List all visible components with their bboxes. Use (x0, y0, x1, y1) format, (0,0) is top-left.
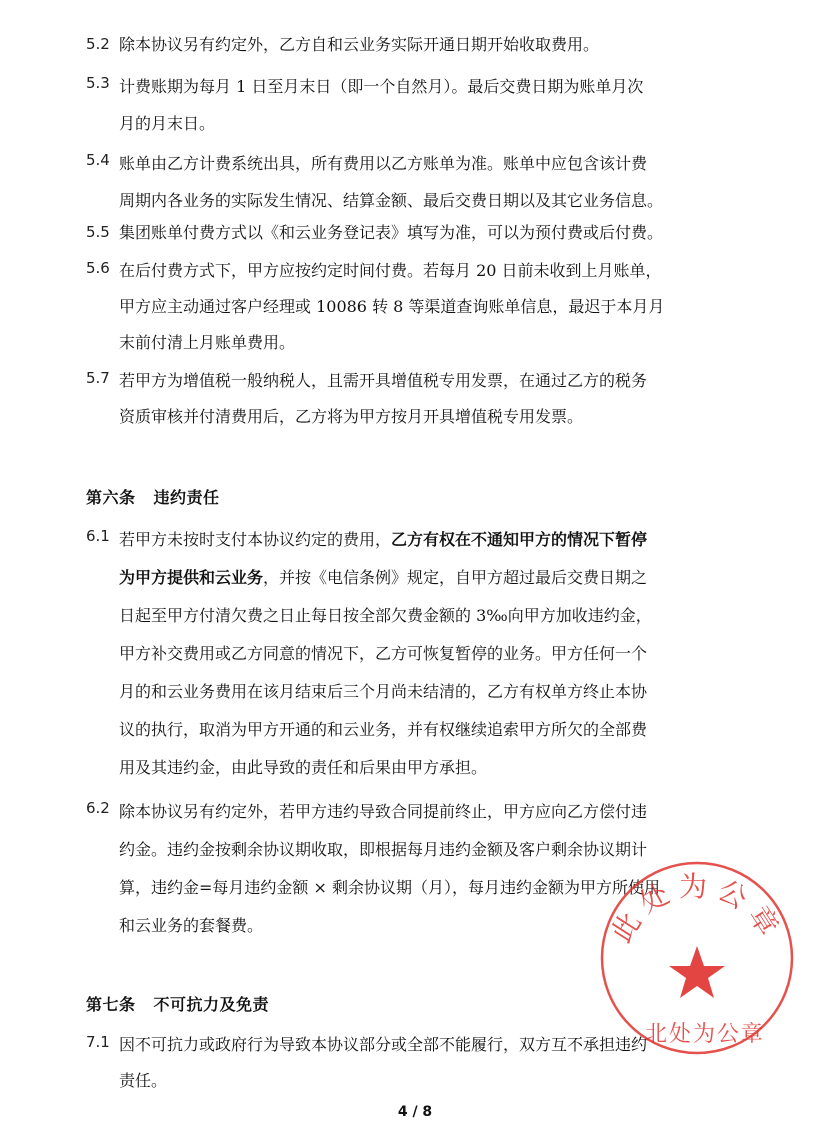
clause-text: 计费账期为每月 1 日至月末日（即一个自然月）。最后交费日期为账单月次 (119, 77, 644, 96)
clause-text: 周期内各业务的实际发生情况、结算金额、最后交费日期以及其它业务信息。 (119, 191, 664, 210)
article-6-heading (86, 485, 220, 508)
article-title: 违约责任 (153, 488, 220, 507)
clause-number: 6.1 (86, 527, 110, 545)
article-number: 第六条 (86, 488, 136, 507)
bold-clause-text: 为甲方提供和云业务 (119, 568, 264, 587)
official-seal (597, 858, 797, 1058)
clause-number: 5.2 (86, 35, 110, 53)
clause-text: 甲方补交费用或乙方同意的情况下，乙方可恢复暂停的业务。甲方任何一个 (119, 644, 648, 663)
clause-number: 7.1 (86, 1033, 110, 1051)
clause-text: 月的和云业务费用在该月结束后三个月尚未结清的，乙方有权单方终止本协 (119, 682, 648, 701)
clause-5-3 (86, 68, 746, 142)
clause-text: 若甲方未按时支付本协议约定的费用， (119, 530, 392, 549)
clause-5-7 (86, 363, 746, 435)
clause-text: 和云业务的套餐费。 (119, 916, 264, 935)
seal-star-icon (669, 946, 725, 998)
clause-text: 月的月末日。 (119, 114, 216, 133)
page-number: 4 / 8 (397, 1104, 433, 1120)
clause-number: 5.3 (86, 74, 110, 92)
clause-text: 约金。违约金按剩余协议期收取，即根据每月违约金额及客户剩余协议期计 (119, 840, 648, 859)
clause-text: 账单由乙方计费系统出具，所有费用以乙方账单为准。账单中应包含该计费 (119, 154, 648, 173)
clause-number: 6.2 (86, 799, 110, 817)
clause-text: 除本协议另有约定外，乙方自和云业务实际开通日期开始收取费用。 (119, 35, 600, 54)
clause-text: 议的执行，取消为甲方开通的和云业务，并有权继续追索甲方所欠的全部费 (119, 720, 648, 739)
clause-text: 在后付费方式下，甲方应按约定时间付费。若每月 20 日前未收到上月账单， (119, 261, 662, 280)
clause-5-6 (86, 253, 746, 361)
clause-5-5 (86, 217, 746, 248)
seal-bottom-text: 北处为公章 (644, 1022, 766, 1047)
clause-text: 甲方应主动通过客户经理或 10086 转 8 等渠道查询账单信息，最迟于本月月 (119, 297, 665, 316)
clause-number: 5.7 (86, 369, 110, 387)
clause-text: ，并按《电信条例》规定，自甲方超过最后交费日期之 (263, 568, 648, 587)
seal-top-text: 此处为公章 (604, 870, 790, 949)
clause-text: 若甲方为增值税一般纳税人，且需开具增值税专用发票，在通过乙方的税务 (119, 371, 648, 390)
clause-text: 用及其违约金，由此导致的责任和后果由甲方承担。 (119, 758, 488, 777)
bold-clause-text: 乙方有权在不通知甲方的情况下暂停 (391, 530, 648, 549)
clause-5-4 (86, 145, 746, 219)
clause-text: 日起至甲方付清欠费之日止每日按全部欠费金额的 3‰向甲方加收违约金， (119, 606, 652, 625)
clause-6-1 (86, 521, 746, 787)
clause-number: 5.6 (86, 259, 110, 277)
clause-text: 末前付清上月账单费用。 (119, 333, 296, 352)
article-number: 第七条 (86, 995, 136, 1014)
clause-text: 因不可抗力或政府行为导致本协议部分或全部不能履行，双方互不承担违约 (119, 1035, 648, 1054)
article-title: 不可抗力及免责 (153, 995, 270, 1014)
clause-number: 5.4 (86, 151, 110, 169)
article-7-heading (86, 992, 269, 1015)
clause-text: 除本协议另有约定外，若甲方违约导致合同提前终止，甲方应向乙方偿付违 (119, 802, 648, 821)
clause-text: 资质审核并付清费用后，乙方将为甲方按月开具增值税专用发票。 (119, 407, 584, 426)
clause-text: 责任。 (119, 1071, 168, 1090)
clause-text: 集团账单付费方式以《和云业务登记表》填写为准，可以为预付费或后付费。 (119, 223, 664, 242)
clause-5-2 (86, 29, 746, 60)
clause-number: 5.5 (86, 223, 110, 241)
clause-text: 算，违约金=每月违约金额 × 剩余协议期（月），每月违约金额为甲方所使用 (119, 878, 660, 897)
